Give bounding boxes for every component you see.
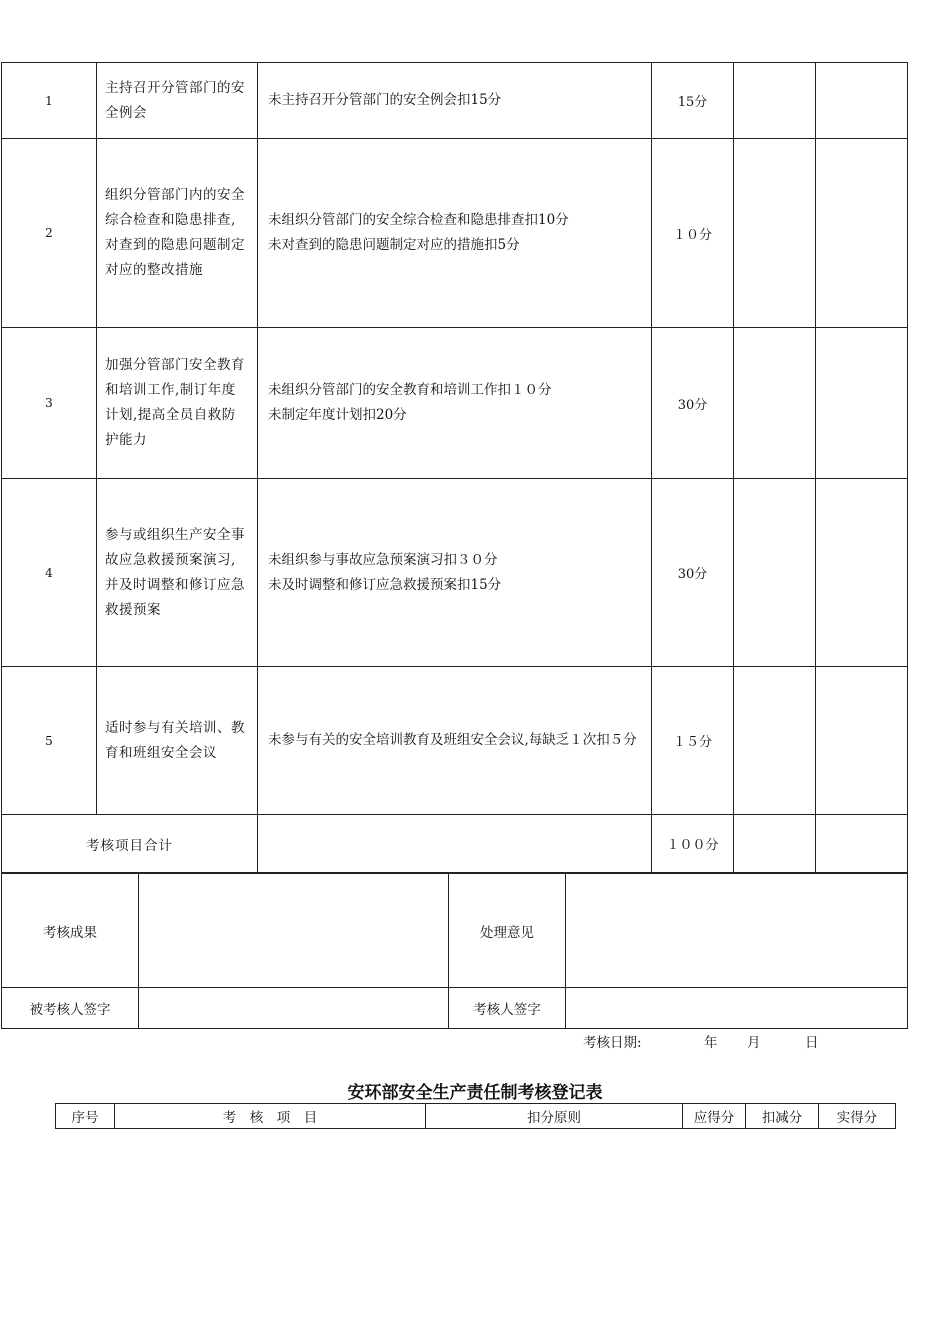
rule-line: 未参与有关的安全培训教育及班组安全会议,每缺乏１次扣５分 (268, 732, 637, 748)
header-cell-item: 考 核 项 目 (115, 1104, 426, 1129)
deducted-score-cell[interactable] (734, 328, 816, 479)
deducted-score-cell[interactable] (734, 63, 816, 139)
actual-score-cell[interactable] (816, 63, 908, 139)
assessment-item: 适时参与有关培训、教育和班组安全会议 (97, 667, 258, 815)
deduction-rule (258, 479, 652, 667)
rule-line: 未及时调整和修订应急救援预案扣15分 (268, 576, 502, 593)
deduction-rule (258, 139, 652, 328)
actual-score-cell[interactable] (816, 667, 908, 815)
full-score: １５分 (652, 667, 734, 815)
rule-line: 未主持召开分管部门的安全例会扣15分 (268, 92, 502, 108)
opinion-field[interactable] (566, 874, 908, 988)
rule-line: 未组织分管部门的安全教育和培训工作扣１０分 (268, 382, 552, 398)
header-cell-actual: 实得分 (819, 1104, 896, 1129)
total-label: 考核项目合计 (2, 815, 258, 873)
next-table-header (55, 1103, 896, 1129)
total-score: １００分 (652, 815, 734, 873)
table-row (2, 667, 908, 815)
examinee-sign-field[interactable] (139, 988, 449, 1029)
assessment-item: 加强分管部门安全教育和培训工作,制订年度计划,提高全员自救防护能力 (97, 328, 258, 479)
examinee-sign-label: 被考核人签字 (2, 988, 139, 1029)
header-cell-rule: 扣分原则 (426, 1104, 683, 1129)
deducted-score-cell[interactable] (734, 479, 816, 667)
assessment-table (1, 62, 908, 873)
table-row (2, 479, 908, 667)
deduction-rule (258, 667, 652, 815)
result-label: 考核成果 (2, 874, 139, 988)
next-table-title: 安环部安全生产责任制考核登记表 (347, 1083, 603, 1103)
total-row (2, 815, 908, 873)
full-score: １０分 (652, 139, 734, 328)
deduction-rule (258, 328, 652, 479)
rule-line: 未组织参与事故应急预案演习扣３０分 (268, 551, 498, 568)
rule-line: 未组织分管部门的安全综合检查和隐患排查扣10分 (268, 212, 569, 228)
result-row (2, 874, 908, 988)
header-row (56, 1104, 896, 1129)
result-table (1, 873, 908, 1029)
row-number: 1 (2, 63, 97, 139)
result-field[interactable] (139, 874, 449, 988)
header-cell-number: 序号 (56, 1104, 115, 1129)
opinion-label: 处理意见 (449, 874, 566, 988)
header-cell-full-score: 应得分 (683, 1104, 746, 1129)
total-actual-cell[interactable] (816, 815, 908, 873)
signature-row (2, 988, 908, 1029)
total-rule-cell (258, 815, 652, 873)
deducted-score-cell[interactable] (734, 667, 816, 815)
rule-line: 未对查到的隐患问题制定对应的措施扣5分 (268, 237, 520, 253)
row-number: 2 (2, 139, 97, 328)
date-label: 考核日期: (583, 1035, 642, 1051)
assessment-item: 主持召开分管部门的安全例会 (97, 63, 258, 139)
assessment-item: 参与或组织生产安全事故应急救援预案演习,并及时调整和修订应急救援预案 (97, 479, 258, 667)
row-number: 5 (2, 667, 97, 815)
assessment-item: 组织分管部门内的安全综合检查和隐患排查,对查到的隐患问题制定对应的整改措施 (97, 139, 258, 328)
table-row (2, 63, 908, 139)
actual-score-cell[interactable] (816, 479, 908, 667)
row-number: 4 (2, 479, 97, 667)
table-row (2, 139, 908, 328)
row-number: 3 (2, 328, 97, 479)
header-cell-deducted: 扣减分 (746, 1104, 819, 1129)
actual-score-cell[interactable] (816, 139, 908, 328)
total-deducted-cell[interactable] (734, 815, 816, 873)
actual-score-cell[interactable] (816, 328, 908, 479)
rule-line: 未制定年度计划扣20分 (268, 407, 407, 423)
full-score: 30分 (652, 479, 734, 667)
examiner-sign-field[interactable] (566, 988, 908, 1029)
deducted-score-cell[interactable] (734, 139, 816, 328)
examiner-sign-label: 考核人签字 (449, 988, 566, 1029)
deduction-rule (258, 63, 652, 139)
date-day: 日 (805, 1035, 819, 1051)
date-month: 月 (747, 1035, 761, 1051)
full-score: 15分 (652, 63, 734, 139)
date-year: 年 (704, 1035, 718, 1051)
table-row (2, 328, 908, 479)
full-score: 30分 (652, 328, 734, 479)
